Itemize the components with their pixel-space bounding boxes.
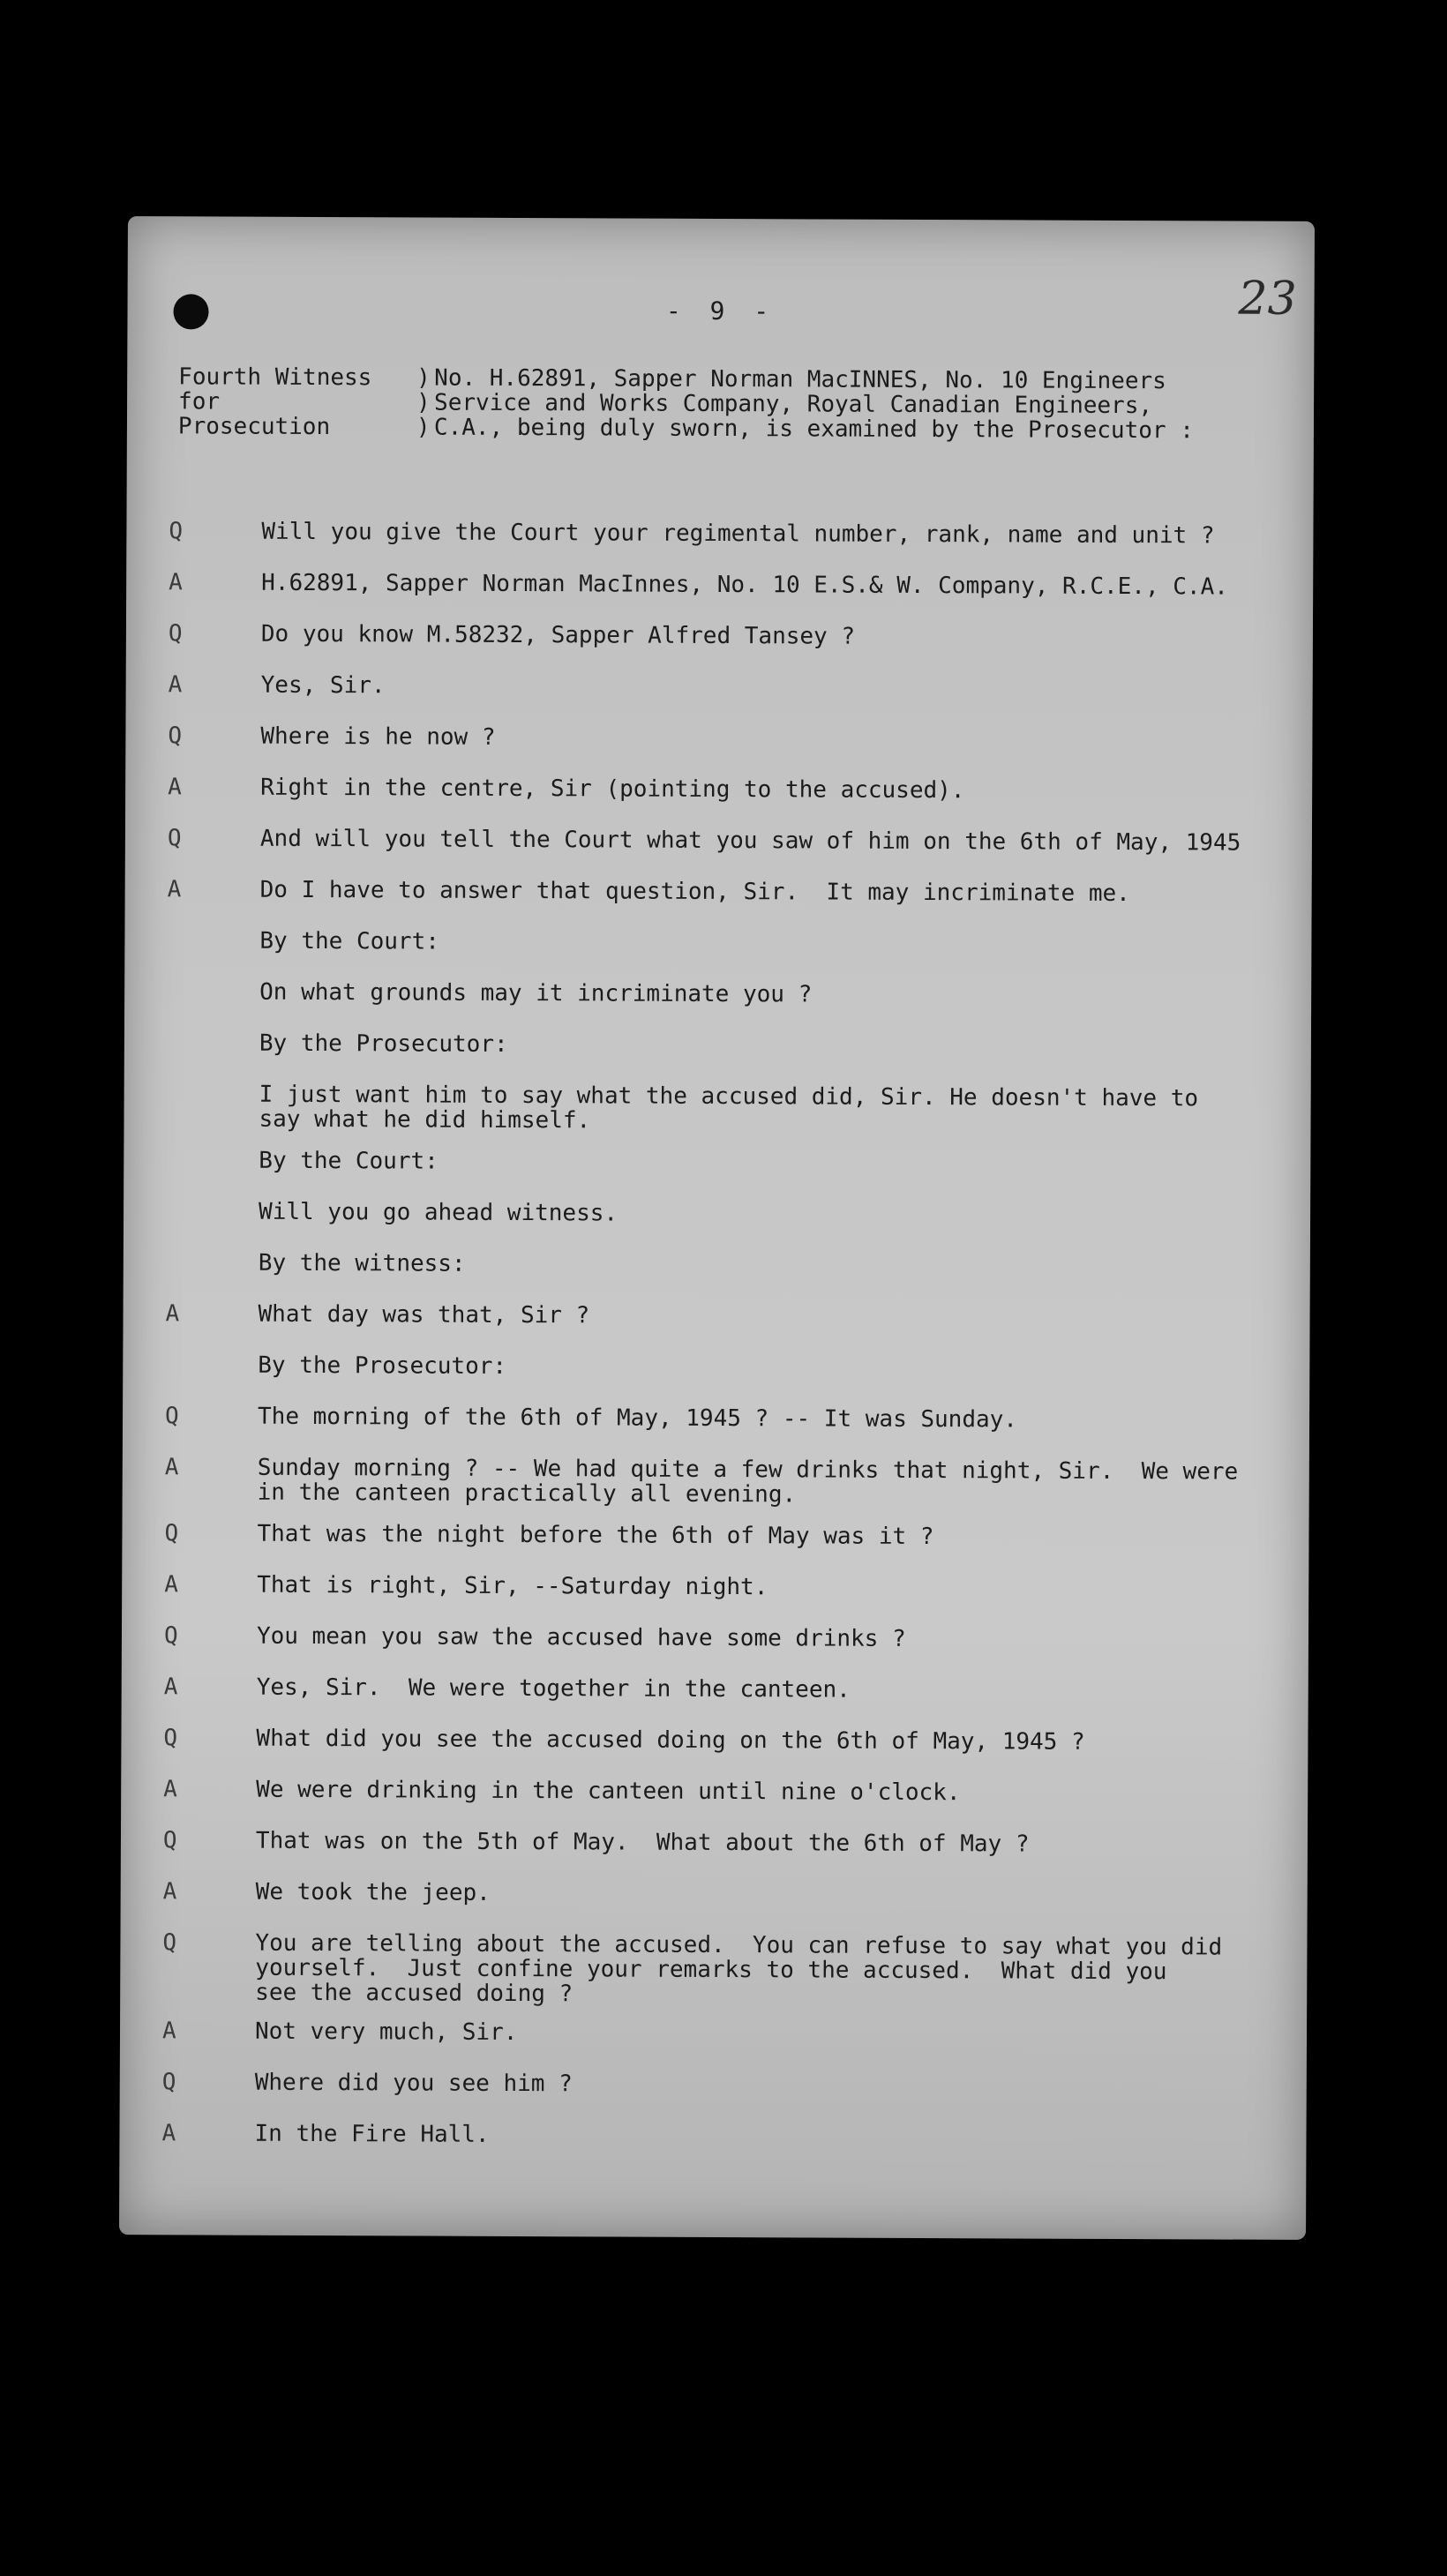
testimony-row <box>167 979 1305 1009</box>
testimony-text: Sunday morning ? -- We had quite a few drinks that night, Sir. We were in the canteen practically all evening. <box>257 1454 1239 1509</box>
qa-marker: Q <box>164 1520 179 1547</box>
testimony-text: And will you tell the Court what you saw of him on the 6th of May, 1945 <box>259 825 1241 857</box>
testimony-row <box>164 1623 1302 1653</box>
witness-label-line: Prosecution <box>177 413 331 441</box>
folio-number: 23 <box>1238 272 1297 326</box>
testimony-row <box>168 877 1306 907</box>
testimony-text: By the Court: <box>259 1147 439 1175</box>
testimony-row <box>162 2018 1301 2048</box>
qa-marker: A <box>168 671 183 699</box>
qa-marker: Q <box>167 825 182 852</box>
witness-label-line: for <box>178 388 221 416</box>
testimony-text: Yes, Sir. <box>260 671 386 700</box>
testimony-row <box>163 1777 1301 1807</box>
qa-marker: Q <box>168 620 183 648</box>
testimony-row <box>169 570 1307 600</box>
witness-label <box>178 364 399 439</box>
qa-marker: A <box>162 1878 177 1906</box>
testimony-text: That was the night before the 6th of May was it ? <box>257 1520 934 1551</box>
qa-marker: A <box>163 1674 178 1701</box>
qa-marker: Q <box>168 723 183 750</box>
witness-intro <box>434 366 1316 444</box>
testimony-row <box>164 1521 1302 1551</box>
testimony-text: We were drinking in the canteen until nine o'clock. <box>256 1776 961 1807</box>
testimony-row <box>163 1828 1301 1858</box>
testimony-text: You are telling about the accused. You can refuse to say what you did yourself. Just confine your remarks to the accused. What did you see the accused doing ? <box>255 1929 1223 2008</box>
testimony-row <box>169 519 1307 549</box>
testimony-text: Yes, Sir. We were together in the canteen. <box>256 1674 851 1704</box>
testimony-text: That was on the 5th of May. What about the 6th of May ? <box>255 1827 1030 1858</box>
testimony-text: Do I have to answer that question, Sir. It may incriminate me. <box>259 876 1130 908</box>
testimony-text: By the Court: <box>259 927 439 955</box>
qa-marker: A <box>169 569 183 596</box>
testimony-row <box>164 1572 1302 1602</box>
testimony-row <box>163 1879 1301 1909</box>
testimony-text: By the Prosecutor: <box>258 1352 507 1380</box>
testimony-row <box>169 621 1307 651</box>
testimony-row <box>166 1301 1304 1331</box>
testimony-row <box>167 1030 1305 1060</box>
header-brace: ) ) ) <box>416 364 431 441</box>
qa-marker: A <box>164 1454 179 1481</box>
testimony-text: Will you give the Court your regimental number, rank, name and unit ? <box>261 518 1215 550</box>
testimony-text: Not very much, Sir. <box>254 2018 518 2047</box>
witness-intro-line: No. H.62891, Sapper Norman MacINNES, No. 10 Engineers <box>434 364 1166 395</box>
testimony-text: Where is he now ? <box>260 723 496 751</box>
testimony-text: In the Fire Hall. <box>254 2120 490 2148</box>
qa-marker: A <box>167 876 182 903</box>
testimony-row <box>166 1148 1304 1178</box>
testimony-text: That is right, Sir, --Saturday night. <box>257 1571 768 1601</box>
witness-intro-line: C.A., being duly sworn, is examined by the Prosecutor : <box>433 414 1194 445</box>
qa-marker: Q <box>163 1622 178 1650</box>
witness-intro-line: Service and Works Company, Royal Canadian Engineers, <box>434 389 1153 420</box>
qa-marker: A <box>168 774 182 801</box>
testimony-text: H.62891, Sapper Norman MacInnes, No. 10 E.S.& W. Company, R.C.E., C.A. <box>261 569 1228 601</box>
qa-marker: A <box>165 1300 180 1328</box>
testimony-text: By the Prosecutor: <box>259 1030 508 1058</box>
testimony-row <box>168 826 1306 856</box>
testimony-text: The morning of the 6th of May, 1945 ? -- It was Sunday. <box>257 1403 1018 1434</box>
testimony-text: Where did you see him ? <box>254 2069 573 2098</box>
qa-marker: Q <box>161 2069 176 2096</box>
qa-marker: Q <box>163 1725 178 1752</box>
testimony-row <box>166 1082 1304 1136</box>
testimony-row <box>165 1455 1303 1509</box>
testimony-row <box>165 1352 1303 1382</box>
testimony-row <box>162 2070 1301 2100</box>
testimony-row <box>167 928 1305 958</box>
qa-marker: Q <box>169 518 184 545</box>
qa-marker: A <box>163 1776 177 1803</box>
witness-label-line: Fourth Witness <box>178 363 372 392</box>
testimony-text: We took the jeep. <box>255 1878 491 1906</box>
testimony-text: By the witness: <box>258 1249 466 1277</box>
testimony-text: I just want him to say what the accused did, Sir. He doesn't have to say what he did himself. <box>259 1081 1199 1134</box>
page-number: - 9 - <box>665 296 776 326</box>
testimony-text: What did you see the accused doing on the 6th of May, 1945 ? <box>256 1725 1085 1756</box>
testimony-text: On what grounds may it incriminate you ? <box>259 978 813 1008</box>
qa-marker: A <box>164 1571 178 1599</box>
qa-marker: A <box>161 2018 176 2045</box>
qa-marker: Q <box>162 1827 177 1854</box>
testimony-row <box>164 1674 1302 1704</box>
testimony-row <box>161 2121 1300 2151</box>
testimony-row <box>166 1199 1304 1229</box>
testimony-text: What day was that, Sir ? <box>258 1300 590 1329</box>
testimony-text: You mean you saw the accused have some drinks ? <box>256 1622 906 1652</box>
testimony-list <box>161 468 1308 2148</box>
qa-marker: Q <box>162 1929 177 1957</box>
testimony-text: Right in the centre, Sir (pointing to the accused). <box>260 774 965 805</box>
testimony-text: Do you know M.58232, Sapper Alfred Tansey ? <box>260 620 856 650</box>
testimony-row <box>168 723 1306 753</box>
testimony-row <box>162 1930 1301 2010</box>
qa-marker: Q <box>164 1403 179 1430</box>
testimony-row <box>165 1404 1303 1434</box>
testimony-row <box>168 775 1306 805</box>
document-page <box>119 216 1315 2240</box>
testimony-row <box>166 1250 1304 1280</box>
testimony-row <box>163 1726 1301 1756</box>
testimony-text: Will you go ahead witness. <box>259 1198 619 1227</box>
qa-marker: A <box>161 2120 176 2147</box>
witness-header <box>177 363 1308 445</box>
testimony-row <box>169 672 1307 702</box>
